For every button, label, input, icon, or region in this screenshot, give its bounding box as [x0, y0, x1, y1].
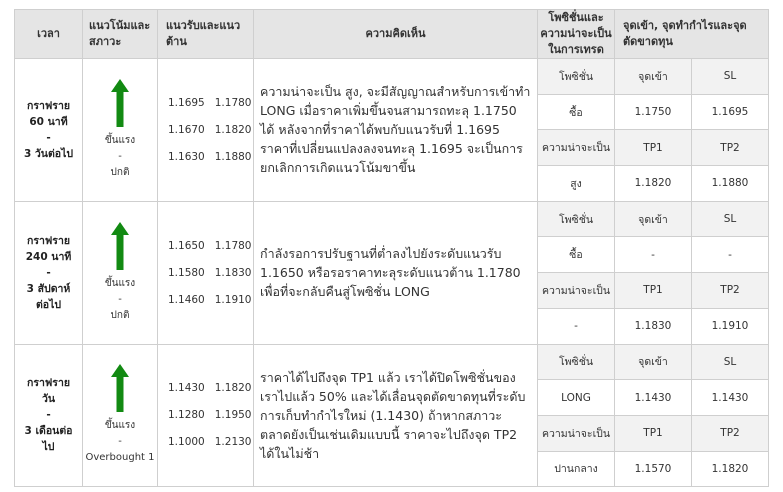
header-trend: แนวโน้มและสภาวะ — [83, 10, 158, 59]
header-row — [15, 10, 769, 59]
support-level: 1.1430 — [168, 382, 205, 395]
trend-label: - — [118, 150, 122, 162]
timeframe-line: 240 นาที — [25, 250, 72, 263]
table-row — [15, 344, 769, 380]
timeframe-line: วัน — [41, 393, 56, 406]
arrow-up-icon — [111, 364, 129, 412]
stop-cell: SL — [692, 59, 769, 95]
stop-cell: 1.1430 — [692, 380, 769, 416]
stop-cell: TP2 — [692, 415, 769, 451]
timeframe-cell — [15, 344, 83, 487]
entry-cell: TP1 — [615, 130, 692, 166]
resistance-level: 1.1830 — [214, 266, 252, 279]
support-resistance-pair — [168, 95, 253, 111]
header-comment: ความคิดเห็น — [254, 10, 538, 59]
position-cell: ความน่าจะเป็น — [538, 415, 615, 451]
trend-label: ขึ้นแรง — [104, 134, 136, 146]
trend-label: ขึ้นแรง — [104, 277, 136, 289]
stop-cell: 1.1820 — [692, 451, 769, 487]
trend-label: - — [118, 436, 122, 448]
position-cell: ซื้อ — [538, 237, 615, 273]
timeframe-line: 3 เดือนต่อ — [24, 425, 73, 438]
support-resistance-pair — [168, 149, 253, 165]
trend-label: Overbought 1 — [85, 452, 155, 464]
forecast-table — [14, 9, 769, 487]
timeframe-line: - — [46, 131, 51, 144]
timeframe-line: กราฟราย — [26, 234, 70, 247]
timeframe-line: 3 วันต่อไป — [23, 147, 74, 160]
stop-cell: 1.1880 — [692, 166, 769, 202]
trend-label: ปกติ — [110, 309, 130, 321]
entry-cell: 1.1750 — [615, 94, 692, 130]
comment-cell: กำลังรอการปรับฐานที่ต่ำลงไปยังระดับแนวรับ 1.1650 หรือรอราคาทะลุระดับแนวต้าน 1.1780 เพื่อที่จะกลับคืนสู่โพซิชั่น LONG — [254, 201, 538, 344]
trend-cell — [83, 344, 158, 487]
resistance-level: 1.2130 — [214, 436, 252, 449]
timeframe-line: ไป — [42, 441, 55, 454]
support-resistance-pair — [168, 292, 253, 308]
entry-cell: - — [615, 237, 692, 273]
timeframe-line: กราฟราย — [26, 377, 70, 390]
timeframe-line: 3 สัปดาห์ — [26, 282, 71, 295]
support-level: 1.1650 — [168, 239, 205, 252]
timeframe-line: 60 นาที — [29, 115, 68, 128]
support-level: 1.1460 — [168, 293, 205, 306]
resistance-level: 1.1780 — [214, 239, 252, 252]
stop-cell: - — [692, 237, 769, 273]
position-cell: ปานกลาง — [538, 451, 615, 487]
support-level: 1.1695 — [168, 96, 205, 109]
support-level: 1.1580 — [168, 266, 205, 279]
timeframe-cell — [15, 201, 83, 344]
entry-cell: 1.1430 — [615, 380, 692, 416]
arrow-up-icon — [111, 222, 129, 270]
entry-cell: จุดเข้า — [615, 201, 692, 237]
entry-cell: TP1 — [615, 415, 692, 451]
entry-cell: TP1 — [615, 273, 692, 309]
position-cell: ความน่าจะเป็น — [538, 273, 615, 309]
timeframe-line: - — [46, 409, 51, 422]
support-resistance-cell — [158, 201, 254, 344]
trend-cell — [83, 201, 158, 344]
header-position: โพซิชั่นและความน่าจะเป็นในการเทรด — [538, 10, 615, 59]
header-time: เวลา — [15, 10, 83, 59]
support-level: 1.1000 — [168, 436, 205, 449]
stop-cell: 1.1695 — [692, 94, 769, 130]
position-cell: โพซิชั่น — [538, 344, 615, 380]
position-cell: ซื้อ — [538, 94, 615, 130]
trend-label: - — [118, 293, 122, 305]
support-resistance-pair — [168, 434, 253, 450]
resistance-level: 1.1910 — [214, 293, 252, 306]
entry-cell: 1.1820 — [615, 166, 692, 202]
entry-cell: จุดเข้า — [615, 59, 692, 95]
timeframe-cell — [15, 59, 83, 202]
resistance-level: 1.1950 — [214, 409, 252, 422]
support-level: 1.1630 — [168, 150, 205, 163]
header-support-resistance: แนวรับและแนวต้าน — [158, 10, 254, 59]
trend-label: ขึ้นแรง — [104, 420, 136, 432]
stop-cell: SL — [692, 344, 769, 380]
resistance-level: 1.1820 — [214, 382, 252, 395]
position-cell: โพซิชั่น — [538, 59, 615, 95]
stop-cell: TP2 — [692, 130, 769, 166]
comment-cell: ความน่าจะเป็น สูง, จะมีสัญญาณสำหรับการเข้าทำ LONG เมื่อราคาเพิ่มขึ้นจนสามารถทะลุ 1.1750 ได้ หลังจากที่ราคาได้พบกับแนวรับที่ 1.1695 ราคาที่เปลี่ยนแปลงลงจนทะลุ 1.1695 จะเป็นการยกเลิกการเกิดแนวโน้มขาขึ้น — [254, 59, 538, 202]
stop-cell: SL — [692, 201, 769, 237]
stop-cell: TP2 — [692, 273, 769, 309]
position-cell: LONG — [538, 380, 615, 416]
position-cell: ความน่าจะเป็น — [538, 130, 615, 166]
entry-cell: จุดเข้า — [615, 344, 692, 380]
support-resistance-pair — [168, 122, 253, 138]
table-row — [15, 59, 769, 95]
position-cell: โพซิชั่น — [538, 201, 615, 237]
resistance-level: 1.1780 — [214, 96, 252, 109]
position-cell: สูง — [538, 166, 615, 202]
support-level: 1.1280 — [168, 409, 205, 422]
support-resistance-cell — [158, 344, 254, 487]
timeframe-line: กราฟราย — [26, 99, 70, 112]
comment-cell: ราคาได้ไปถึงจุด TP1 แล้ว เราได้ปิดโพซิชั่นของเราไปแล้ว 50% และได้เลื่อนจุดตัดขาดทุนที่ระดับการเก็บทำกำไรใหม่ (1.1430) ถ้าหากสภาวะตลาดยังเป็นเช่นเดิมแบบนี้ ราคาจะไปถึงจุด TP2 ได้ในไม่ช้า — [254, 344, 538, 487]
support-resistance-pair — [168, 265, 253, 281]
position-cell: - — [538, 308, 615, 344]
support-resistance-pair — [168, 407, 253, 423]
entry-cell: 1.1570 — [615, 451, 692, 487]
resistance-level: 1.1880 — [214, 150, 252, 163]
support-resistance-pair — [168, 380, 253, 396]
support-resistance-pair — [168, 238, 253, 254]
table-row — [15, 201, 769, 237]
support-level: 1.1670 — [168, 123, 205, 136]
header-entry: จุดเข้า, จุดทำกำไรและจุดตัดขาดทุน — [615, 10, 769, 59]
stop-cell: 1.1910 — [692, 308, 769, 344]
trend-label: ปกติ — [110, 166, 130, 178]
support-resistance-cell — [158, 59, 254, 202]
resistance-level: 1.1820 — [214, 123, 252, 136]
entry-cell: 1.1830 — [615, 308, 692, 344]
arrow-up-icon — [111, 79, 129, 127]
timeframe-line: - — [46, 266, 51, 279]
trend-cell — [83, 59, 158, 202]
timeframe-line: ต่อไป — [35, 298, 62, 311]
